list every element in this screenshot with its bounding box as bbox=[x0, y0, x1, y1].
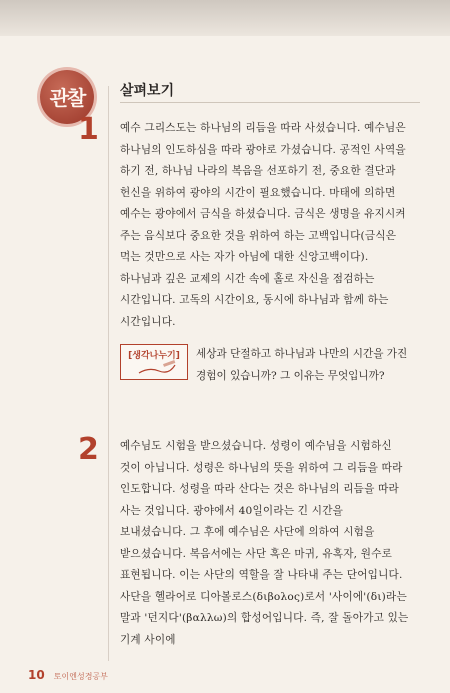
page-number: 10 bbox=[28, 668, 45, 682]
margin-rule bbox=[108, 86, 109, 661]
think-share-label: [생각나누기] bbox=[128, 351, 180, 361]
section-number-2: 2 bbox=[78, 432, 99, 467]
section-number-1: 1 bbox=[78, 112, 99, 147]
badge-text: 관찰 bbox=[49, 86, 85, 110]
discussion-question: 세상과 단절하고 하나님과 나만의 시간을 가진 경험이 있습니까? 그 이유는 무엇입니까? bbox=[196, 348, 411, 382]
running-head: 토이엔성경공부 bbox=[53, 672, 108, 681]
think-share-box bbox=[120, 344, 188, 380]
pencil-icon bbox=[135, 359, 179, 377]
page-footer bbox=[28, 664, 108, 683]
section-1-paragraph: 예수 그리스도는 하나님의 리듬을 따라 사셨습니다. 예수님은 하나님의 인도하심을 따라 광야로 가셨습니다. 공적인 사역을 하기 전, 하나님 나라의 복음을 선포하기 전, 중요한 결단과 헌신을 위하여 광야의 시간이 필요했습니다. 마태에 의하면 예수는 광야에서 금식을 하셨습니다. 금식은 생명을 유지시켜 주는 음식보다 중요한 것을 위하여 하는 고백입니다(금식은 먹는 것만으로 사는 자가 아님에 대한 신앙고백이다). 하나님과 깊은 교제의 시간 속에 홀로 자신을 점검하는 시간입니다. 고독의 시간이요, 동시에 하나님과 함께 하는 시간입니다. bbox=[120, 122, 410, 328]
top-band bbox=[0, 0, 450, 36]
section-2-paragraph: 예수님도 시험을 받으셨습니다. 성령이 예수님을 시험하신 것이 아닙니다. 성령은 하나님의 뜻을 위하여 그 리듬을 따라 인도합니다. 성령을 따라 산다는 것은 하나님의 리듬을 따라 사는 것입니다. 광야에서 40일이라는 긴 시간을 보내셨습니다. 그 후에 예수님은 사단에 의하여 시험을 받으셨습니다. 복음서에는 사단 혹은 마귀, 유혹자, 원수로 표현됩니다. 이는 사단의 역할을 잘 나타내 주는 단어입니다. 사단을 헬라어로 디아볼로스(διβολος)로서 '사이에'(δι)라는 말과 '던지다'(βαλλω)의 합성어입니다. 즉, 잘 돌아가고 있는 기계 사이에 bbox=[120, 440, 413, 646]
title-divider bbox=[120, 102, 420, 103]
section-title: 살펴보기 bbox=[120, 83, 175, 99]
